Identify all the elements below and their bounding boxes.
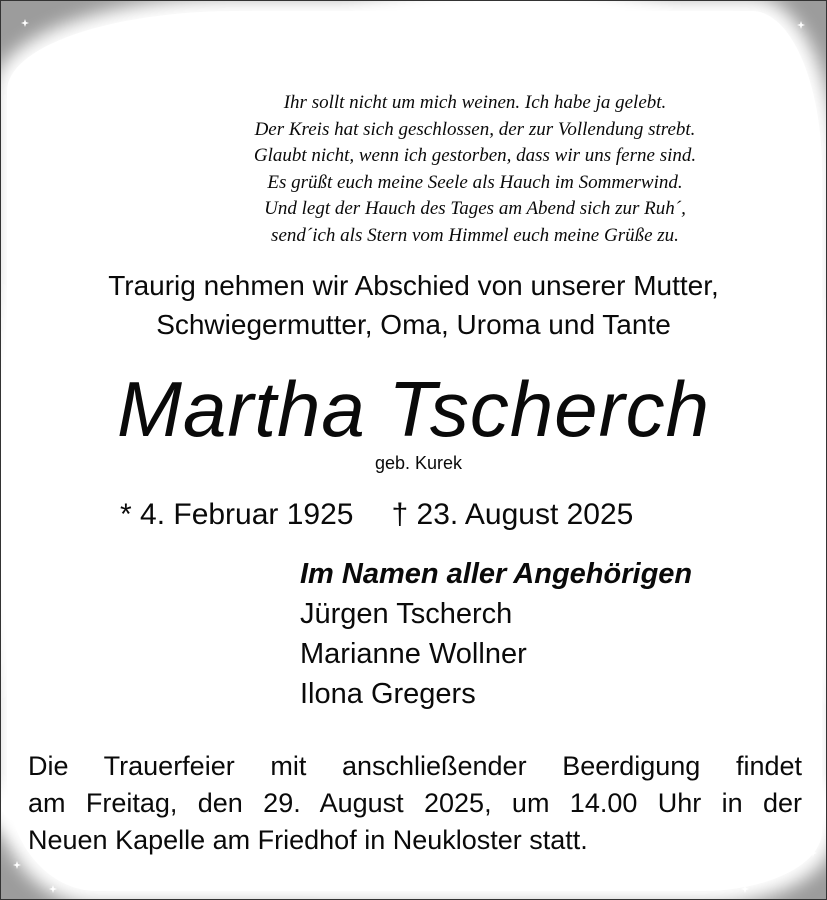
relative-name: Ilona Gregers (300, 678, 476, 710)
poem-line: Es grüßt euch meine Seele als Hauch im Sommerwind. (267, 171, 683, 193)
birth-name: geb. Kurek (374, 453, 463, 473)
service-line: Die Trauerfeier mit anschließender Beerdigung findet (28, 751, 802, 781)
poem-line: Ihr sollt nicht um mich weinen. Ich habe ja gelebt. (283, 92, 667, 113)
intro-line: Traurig nehmen wir Abschied von unserer Mutter, (108, 270, 719, 301)
relative-name: Marianne Wollner (300, 638, 527, 670)
death-date: † 23. August 2025 (391, 498, 634, 531)
service-line: am Freitag, den 29. August 2025, um 14.00 Uhr in der (28, 788, 802, 818)
relatives-block (300, 554, 800, 714)
poem (150, 90, 800, 249)
intro-line: Schwiegermutter, Oma, Uroma und Tante (156, 309, 671, 340)
life-dates (120, 497, 740, 533)
poem-line: Und legt der Hauch des Tages am Abend sich zur Ruh´, (264, 198, 686, 219)
poem-line: send´ich als Stern vom Himmel euch meine Grüße zu. (271, 224, 679, 246)
service-line: Neuen Kapelle am Friedhof in Neukloster statt. (28, 825, 588, 855)
poem-line: Der Kreis hat sich geschlossen, der zur Vollendung strebt. (254, 118, 696, 140)
intro-text (10, 266, 817, 344)
relative-name: Jürgen Tscherch (300, 598, 513, 630)
funeral-service-info (28, 748, 802, 859)
birth-date: * 4. Februar 1925 (120, 498, 354, 531)
deceased-name: Martha Tscherch (116, 365, 711, 453)
relatives-heading: Im Namen aller Angehörigen (300, 558, 693, 590)
poem-line: Glaubt nicht, wenn ich gestorben, dass wir uns ferne sind. (253, 145, 697, 166)
